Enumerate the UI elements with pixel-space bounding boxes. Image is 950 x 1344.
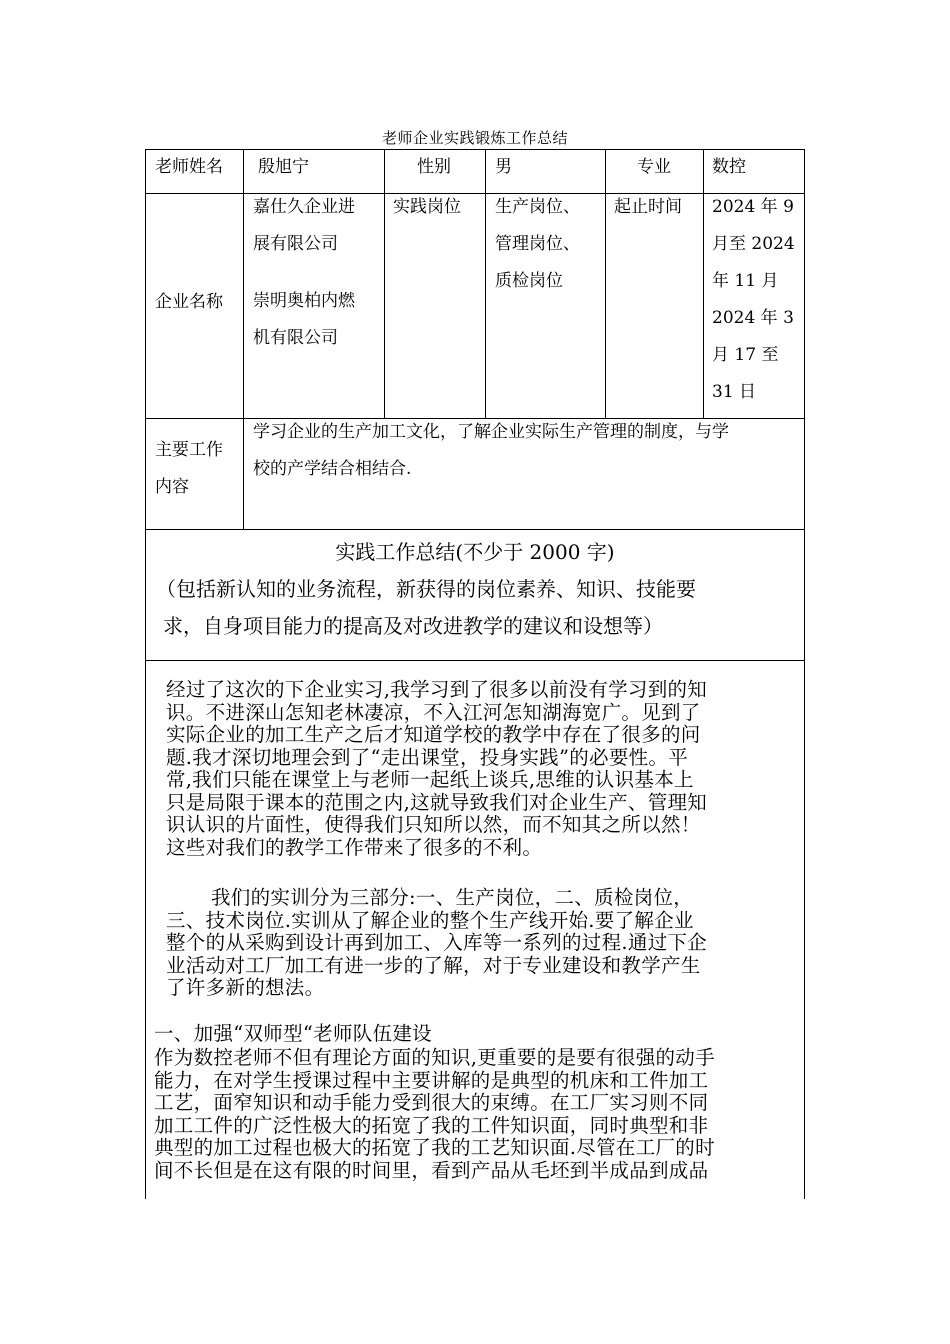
table-rule: [605, 149, 606, 419]
teacher-name-label: 老师姓名: [155, 157, 223, 177]
table-rule: [384, 149, 385, 419]
table-rule: [145, 193, 805, 194]
summary-heading: 实践工作总结(不少于 2000 字): [335, 540, 615, 564]
gender-value: 男: [495, 157, 512, 177]
summary-paragraph-1: 经过了这次的下企业实习,我学习到了很多以前没有学习到的知 识。不进深山怎知老林凄凉，不入江河怎知湖海宽广。见到了 实际企业的加工生产之后才知道学校的教学中存在了很多的问 题.我才深切地理会到了“走出课堂，投身实践”的必要性。平 常,我们只能在课堂上与老师一起纸上谈兵,思维的认识基本上 只是局限于课本的范围之内,这就导致我们对企业生产、管理知 识认识的片面性，使得我们只知所以然，而不知其之所以然！ 这些对我们的教学工作带来了很多的不利。: [166, 678, 708, 859]
summary-header: [146, 534, 804, 645]
table-rule: [485, 149, 486, 419]
company-name-1: 嘉仕久企业进 展有限公司: [253, 197, 355, 254]
section-heading: 一、加强“双师型“老师队伍建设: [154, 1022, 432, 1045]
summary-subheading-line: （包括新认知的业务流程，新获得的岗位素养、知识、技能要: [156, 577, 696, 601]
table-rule: [145, 660, 805, 661]
major-value: 数控: [712, 157, 746, 177]
major-label: 专业: [637, 157, 671, 177]
summary-subheading-line: 求，自身项目能力的提高及对改进教学的建议和设想等）: [163, 614, 663, 638]
company-label: 企业名称: [155, 292, 223, 312]
summary-paragraph-2: 我们的实训分为三部分:一、生产岗位，二、质检岗位， 三、技术岗位.实训从了解企业的整个生产线开始.要了解企业 整个的从采购到设计再到加工、入库等一系列的过程.通过下企 业活动对工厂加工有进一步的了解，对于专业建设和教学产生 了许多新的想法。: [166, 886, 708, 999]
gender-label: 性别: [417, 157, 451, 177]
company-name-2: 崇明奥柏内燃 机有限公司: [253, 291, 355, 348]
period-label: 起止时间: [614, 197, 682, 217]
work-content-value: 学习企业的生产加工文化，了解企业实际生产管理的制度，与学 校的产学结合相结合.: [253, 422, 729, 479]
summary-paragraph-3: 作为数控老师不但有理论方面的知识,更重要的是要有很强的动手 能力，在对学生授课过程中主要讲解的是典型的机床和工件加工 工艺，面窄知识和动手能力受到很大的束缚。在工厂实习则不同 加工工件的广泛性极大的拓宽了我的工件知识面，同时典型和非 典型的加工过程也极大的拓宽了我的工艺知识面.尽管在工厂的时 间不长但是在这有限的时间里，看到产品从毛坯到半成品到成品: [154, 1046, 715, 1182]
document-title: 老师企业实践锻炼工作总结: [381, 129, 568, 147]
table-rule: [703, 149, 704, 419]
period-value: 2024 年 9 月至 2024 年 11 月 2024 年 3 月 17 至 31 日: [712, 197, 795, 402]
teacher-name-value: 殷旭宁: [258, 157, 309, 177]
work-content-label: 主要工作 内容: [155, 440, 223, 497]
table-rule: [243, 149, 244, 530]
post-label: 实践岗位: [393, 197, 461, 217]
post-value: 生产岗位、 管理岗位、 质检岗位: [495, 197, 580, 291]
table-rule: [145, 529, 805, 530]
